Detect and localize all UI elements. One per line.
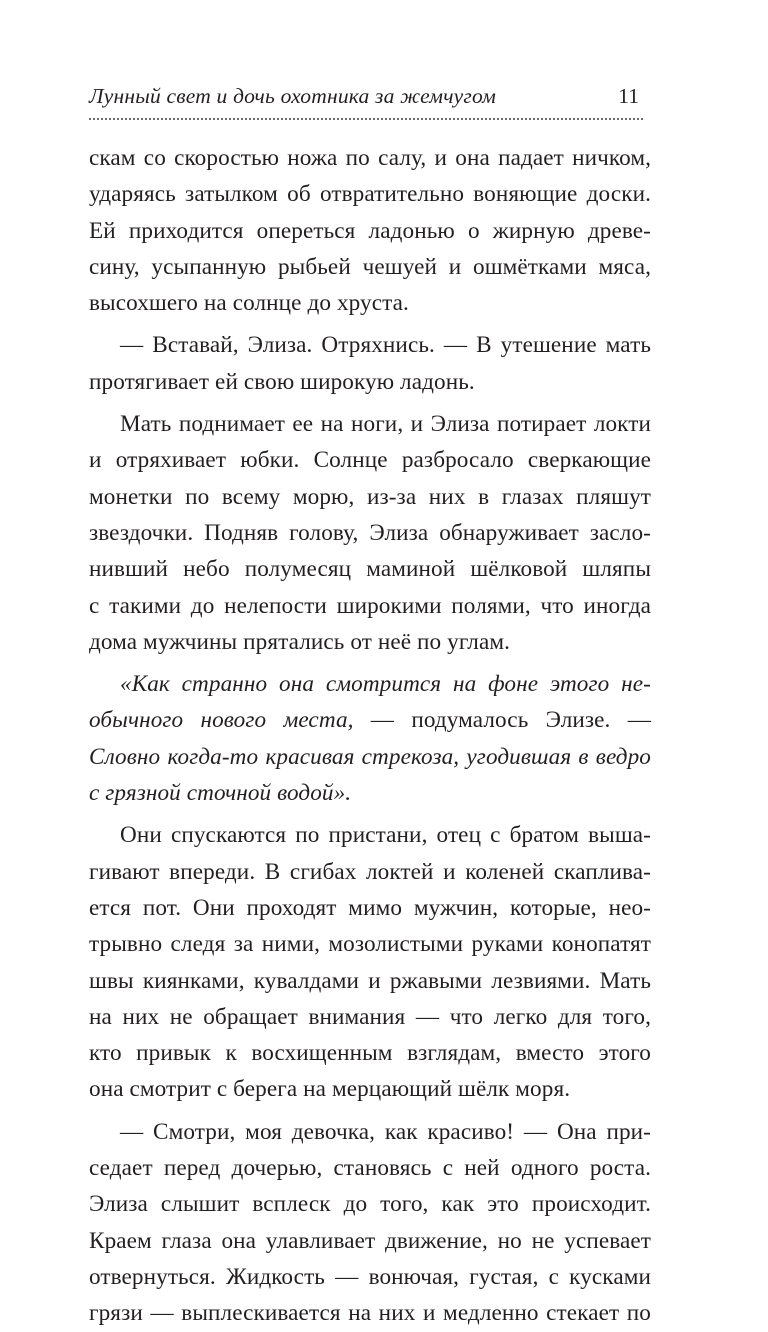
text-line: грязи — выплескивается на них и медленно стекает по — [89, 1300, 651, 1327]
text-line: — Вставай, Элиза. Отряхнись. — В утешение мать — [120, 332, 651, 359]
text-line: с грязной сточной водой». — [89, 780, 352, 807]
text-line: Ей приходится опереться ладонью о жирную древе- — [89, 217, 651, 244]
text-line: она смотрит с берега на мерцающий шёлк моря. — [89, 1076, 571, 1103]
body-text — [89, 140, 651, 1332]
text-line: дома мужчины прятались от неё по углам. — [89, 628, 511, 655]
text-line: седает перед дочерью, становясь с ней одного роста. — [89, 1155, 651, 1182]
text-line: на них не обращает внимания — что легко для того, — [89, 1003, 651, 1030]
text-line: трывно следя за ними, мозолистыми руками конопатят — [89, 931, 651, 958]
text-line: звездочки. Подняв голову, Элиза обнаруживает засло- — [89, 519, 651, 546]
text-line: Элиза слышит всплеск до того, как это происходит. — [89, 1191, 651, 1218]
text-line: высохшего на солнце до хруста. — [89, 290, 409, 317]
text-line-mixed — [89, 702, 651, 738]
text-line: — Смотри, моя девочка, как красиво! — Она при- — [120, 1118, 651, 1145]
running-title: Лунный свет и дочь охотника за жемчугом — [89, 84, 497, 108]
text-line: и отряхивает юбки. Солнце разбросало сверкающие — [89, 447, 651, 474]
text-line: монетки по всему морю, из-за них в глазах пляшут — [89, 483, 651, 510]
running-head — [89, 80, 651, 116]
text-line: Словно когда-то красивая стрекоза, угодившая в ведро — [89, 743, 651, 770]
text-line: нивший небо полумесяц маминой шёлковой шляпы — [89, 556, 651, 583]
italic-fragment: обычного нового места, — [89, 707, 354, 734]
page-number: 11 — [618, 84, 639, 108]
text-line: «Как странно она смотрится на фоне этого не- — [120, 671, 651, 698]
text-line: кто привык к восхищенным взглядам, вместо этого — [89, 1040, 651, 1067]
text-line: сину, усыпанную рыбьей чешуей и ошмётками мяса, — [89, 253, 651, 280]
header-dotted-rule — [89, 118, 643, 120]
text-line: протягивает ей свою широкую ладонь. — [89, 368, 475, 395]
roman-fragment: — подумалось Элизе. — — [370, 707, 651, 734]
text-line: ударяясь затылком об отвратительно воняющие доски. — [89, 181, 651, 208]
text-line: швы киянками, кувалдами и ржавыми лезвиями. Мать — [89, 967, 651, 994]
text-line: Мать поднимает ее на ноги, и Элиза потирает локти — [120, 411, 651, 438]
text-line: скам со скоростью ножа по салу, и она падает ничком, — [89, 145, 651, 171]
text-line: Они спускаются по пристани, отец с братом выша- — [120, 822, 651, 849]
text-line: ется пот. Они проходят мимо мужчин, которые, нео- — [89, 894, 651, 921]
text-line: отвернуться. Жидкость — вонючая, густая, с кусками — [89, 1263, 651, 1290]
text-line: с такими до нелепости широкими полями, что иногда — [89, 592, 651, 619]
text-line: Краем глаза она улавливает движение, но не успевает — [89, 1227, 651, 1254]
text-line: гивают впереди. В сгибах локтей и коленей скаплива- — [89, 858, 651, 885]
